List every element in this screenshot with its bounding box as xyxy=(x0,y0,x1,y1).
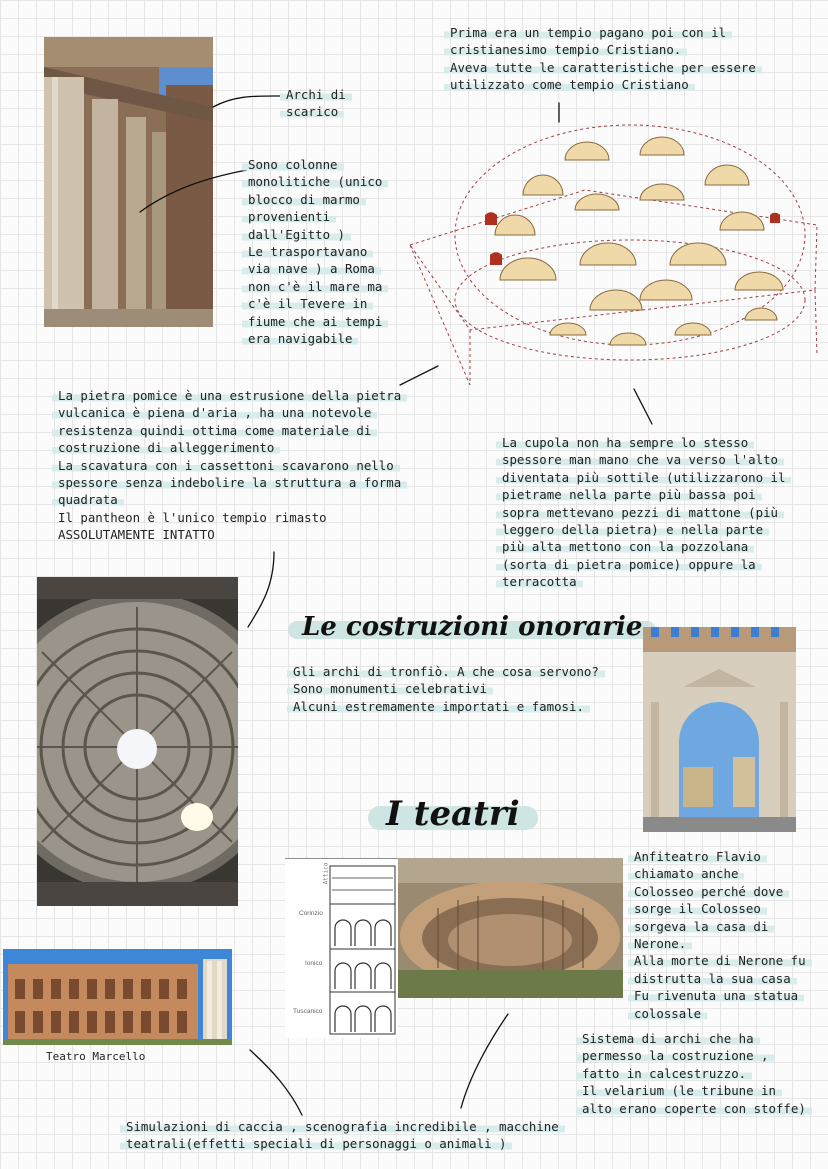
note-line: Prima era un tempio pagano poi con il xyxy=(444,25,732,40)
note-simulazioni xyxy=(120,1118,565,1153)
heading-teatri xyxy=(368,794,538,834)
note-line: distrutta la sua casa xyxy=(628,971,797,986)
note-line: scarico xyxy=(280,104,344,119)
dome-diagram xyxy=(405,115,825,400)
note-line: spessore man mano che va verso l'alto xyxy=(496,452,784,467)
note-line: colossale xyxy=(628,1006,707,1021)
note-line: non c'è il mare ma xyxy=(242,279,388,294)
note-line: fatto in calcestruzzo. xyxy=(576,1066,752,1081)
arch-image xyxy=(643,627,796,832)
note-line: era navigabile xyxy=(242,331,358,346)
note-line: via nave ) a Roma xyxy=(242,261,381,276)
note-line: chiamato anche xyxy=(628,866,744,881)
note-line: ASSOLUTAMENTE INTATTO xyxy=(58,527,215,543)
note-line: Sistema di archi che ha xyxy=(576,1031,760,1046)
note-cupola xyxy=(496,434,791,591)
note-archi-trionfo xyxy=(287,663,605,715)
order-label-tuscanico: Tuscanico xyxy=(293,1008,323,1015)
note-line: (sorta di pietra pomice) oppure la xyxy=(496,557,762,572)
pantheon-portico-image xyxy=(44,37,213,327)
note-line: cristianesimo tempio Cristiano. xyxy=(444,42,687,57)
note-line: pietrame nella parte più bassa poi xyxy=(496,487,762,502)
note-line: leggero della pietra) e nella parte xyxy=(496,522,769,537)
note-line: La scavatura con i cassettoni scavarono nello xyxy=(52,458,400,473)
note-line: monolitiche (unico xyxy=(242,174,388,189)
note-sistema-archi xyxy=(576,1030,812,1117)
note-line: Fu rivenuta una statua xyxy=(628,988,804,1003)
note-archi-scarico xyxy=(280,86,352,121)
note-line: provenienti xyxy=(242,209,336,224)
note-line: La pietra pomice è una estrusione della pietra xyxy=(52,388,407,403)
note-line: blocco di marmo xyxy=(242,192,366,207)
note-line: Sono monumenti celebrativi xyxy=(287,681,493,696)
note-pietra-pomice xyxy=(52,387,407,544)
note-line: Aveva tutte le caratteristiche per essere xyxy=(444,60,762,75)
note-line: utilizzato come tempio Cristiano xyxy=(444,77,695,92)
note-line: Simulazioni di caccia , scenografia incredibile , macchine xyxy=(120,1119,565,1134)
note-line: alto erano coperte con stoffe) xyxy=(576,1101,812,1116)
caption-teatro-marcello: Teatro Marcello xyxy=(46,1050,146,1063)
note-line: permesso la costruzione , xyxy=(576,1048,775,1063)
note-line: c'è il Tevere in xyxy=(242,296,373,311)
note-tempio xyxy=(444,24,762,94)
note-line: dall'Egitto ) xyxy=(242,227,351,242)
note-line: Alcuni estremamente importati e famosi. xyxy=(287,699,590,714)
note-line: costruzione di alleggerimento xyxy=(52,440,280,455)
note-line: resistenza quindi ottima come materiale di xyxy=(52,423,377,438)
note-line: sorgeva la casa di xyxy=(628,919,774,934)
heading-text: Le costruzioni onorarie xyxy=(302,612,643,642)
note-anfiteatro xyxy=(628,848,812,1022)
note-line: Anfiteatro Flavio xyxy=(628,849,767,864)
heading-text: I teatri xyxy=(386,794,520,834)
note-line: più alta mettono con la pozzolana xyxy=(496,539,754,554)
note-line: Colosseo perché dove xyxy=(628,884,789,899)
note-line: vulcanica è piena d'aria , ha una notevole xyxy=(52,405,377,420)
note-line: Nerone. xyxy=(628,936,692,951)
order-label-attico: Attico xyxy=(322,862,330,885)
teatro-marcello-image xyxy=(3,949,232,1045)
note-line: Il pantheon è l'unico tempio rimasto xyxy=(58,509,327,525)
note-line: Le trasportavano xyxy=(242,244,373,259)
heading-costruzioni-onorarie xyxy=(288,612,656,642)
colosseum-image xyxy=(398,858,623,998)
orders-diagram xyxy=(285,858,398,1038)
order-label-ionico: Ionico xyxy=(305,960,323,967)
pantheon-dome-image xyxy=(37,577,238,906)
note-line: sopra mettevano pezzi di mattone (più xyxy=(496,505,784,520)
note-line: sorge il Colosseo xyxy=(628,901,767,916)
note-line: terracotta xyxy=(496,574,583,589)
note-line: spessore senza indebolire la struttura a forma xyxy=(52,475,407,490)
note-line: quadrata xyxy=(52,492,124,507)
note-line: teatrali(effetti speciali di personaggi o animali ) xyxy=(120,1136,512,1151)
note-line: Archi di xyxy=(280,87,352,102)
note-line: fiume che ai tempi xyxy=(242,314,388,329)
note-line: Sono colonne xyxy=(242,157,344,172)
note-line: Alla morte di Nerone fu xyxy=(628,953,812,968)
order-label-corinzio: Corinzio xyxy=(299,910,323,917)
note-line: diventata più sottile (utilizzarono il xyxy=(496,470,791,485)
note-line: Gli archi di tronfiò. A che cosa servono? xyxy=(287,664,605,679)
note-line: La cupola non ha sempre lo stesso xyxy=(496,435,754,450)
note-colonne xyxy=(242,156,388,347)
note-line: Il velarium (le tribune in xyxy=(576,1083,782,1098)
